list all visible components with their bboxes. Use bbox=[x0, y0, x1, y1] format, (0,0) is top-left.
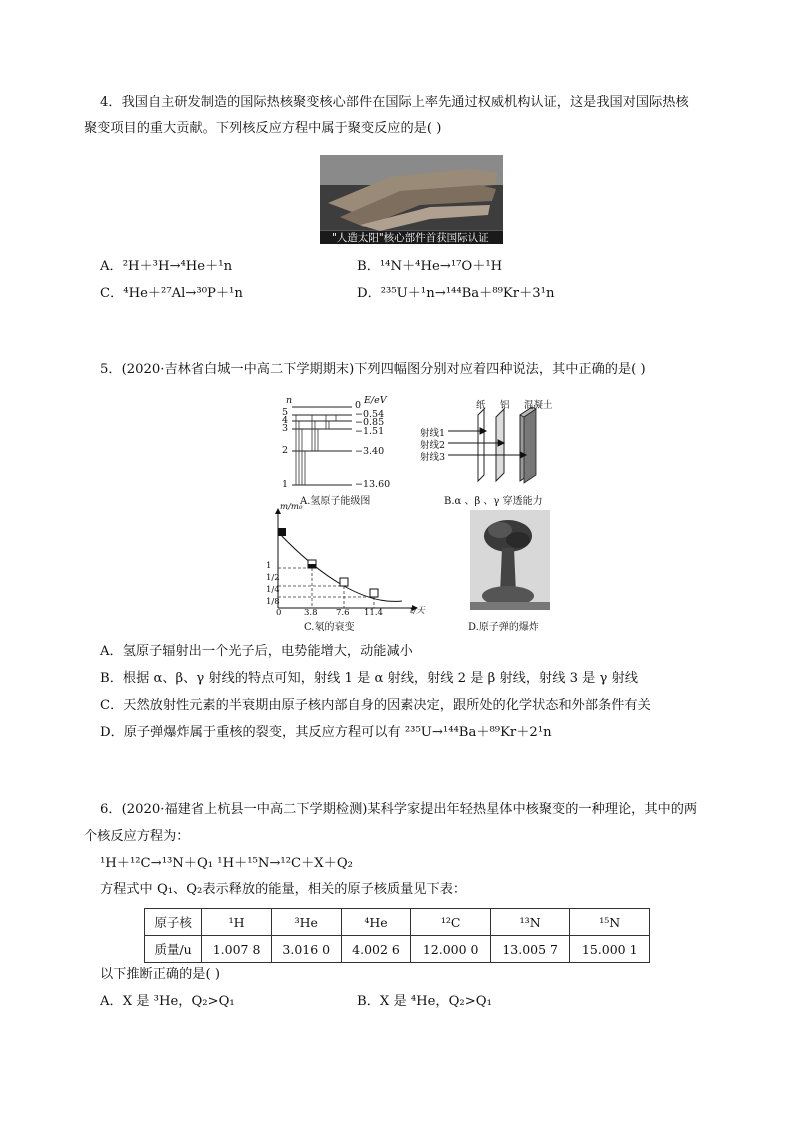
fig-c-xtick-3: 11.4 bbox=[364, 608, 383, 618]
fig-b-paper: 纸 bbox=[476, 400, 486, 411]
table-cell: 1.007 8 bbox=[202, 936, 272, 963]
table-header-row bbox=[145, 909, 650, 936]
fig-c-xtick-2: 7.6 bbox=[336, 608, 350, 618]
q5-figure-d-atomic-bomb bbox=[470, 510, 550, 632]
q5-option-d: D．原子弹爆炸属于重核的裂变，其反应方程可以有 ²³⁵U→¹⁴⁴Ba＋⁸⁹Kr＋2¹n bbox=[100, 725, 552, 740]
fig-c-caption: C.氡的衰变 bbox=[304, 622, 355, 633]
q6-stem-line1: 6．(2020·福建省上杭县一中高二下学期检测)某科学家提出年轻热星体中核聚变的一种理论，其中的两 bbox=[100, 802, 698, 817]
table-cell: 15.000 1 bbox=[570, 936, 650, 963]
table-row bbox=[145, 936, 650, 963]
q4-photo bbox=[320, 155, 503, 244]
fig-a-e4: −0.85 bbox=[355, 417, 385, 428]
table-cell: ¹²C bbox=[411, 909, 491, 936]
q4-stem-line1: 4．我国自主研发制造的国际热核聚变核心部件在国际上率先通过权威机构认证，这是我国对国际热核 bbox=[100, 95, 689, 110]
fig-a-caption: A.氢原子能级图 bbox=[300, 496, 371, 507]
q5-option-c: C．天然放射性元素的半衰期由原子核内部自身的因素决定，跟所处的化学状态和外部条件有关 bbox=[100, 698, 651, 713]
fig-b-aluminum: 铝 bbox=[500, 400, 510, 411]
fig-a-e1: −13.60 bbox=[355, 479, 391, 490]
fig-c-y-label: m/m₀ bbox=[280, 502, 303, 512]
fig-a-n4: 4 bbox=[282, 415, 289, 426]
fig-a-e5: −0.54 bbox=[355, 409, 385, 420]
table-cell: ¹³N bbox=[490, 909, 570, 936]
fig-a-n1: 1 bbox=[282, 479, 289, 490]
fig-c-ytick-eighth: 1/8 bbox=[266, 597, 280, 607]
table-cell: ³He bbox=[271, 909, 341, 936]
fig-c-xtick-1: 3.8 bbox=[304, 608, 318, 618]
fig-b-ray3: 射线3 bbox=[420, 452, 446, 463]
q5-figure-b-penetration bbox=[420, 397, 560, 507]
q4-photo-caption: "人造太阳"核心部件首获国际认证 bbox=[332, 232, 489, 244]
fig-a-e-inf: 0 bbox=[355, 400, 362, 411]
fig-c-ytick-half: 1/2 bbox=[266, 573, 280, 583]
q6-prompt: 以下推断正确的是( ) bbox=[100, 967, 220, 982]
q4-option-b: B．¹⁴N＋⁴He→¹⁷O＋¹H bbox=[357, 259, 503, 274]
q4-option-a: A．²H＋³H→⁴He＋¹n bbox=[100, 259, 233, 274]
fig-a-n5: 5 bbox=[282, 407, 289, 418]
table-cell: ⁴He bbox=[341, 909, 411, 936]
fig-b-ray1: 射线1 bbox=[420, 428, 446, 439]
q6-option-b: B．X 是 ⁴He，Q₂>Q₁ bbox=[357, 994, 492, 1009]
q5-figure-c-radon-decay bbox=[262, 502, 432, 633]
fig-a-n-label: n bbox=[286, 395, 293, 406]
q5-stem: 5．(2020·吉林省白城一中高二下学期期末)下列四幅图分别对应着四种说法，其中正确的是( ) bbox=[100, 362, 646, 377]
q4-option-d: D．²³⁵U＋¹n→¹⁴⁴Ba＋⁸⁹Kr＋3¹n bbox=[357, 286, 555, 301]
fig-a-e2: −3.40 bbox=[355, 446, 385, 457]
table-cell: 3.016 0 bbox=[271, 936, 341, 963]
q5-option-a: A．氢原子辐射出一个光子后，电势能增大，动能减小 bbox=[100, 644, 413, 659]
q4-option-c: C．⁴He＋²⁷Al→³⁰P＋¹n bbox=[100, 286, 243, 301]
fig-a-n2: 2 bbox=[282, 445, 289, 456]
fig-b-ray2: 射线2 bbox=[420, 440, 446, 451]
table-cell: 4.002 6 bbox=[341, 936, 411, 963]
q5-option-b: B．根据 α、β、γ 射线的特点可知，射线 1 是 α 射线，射线 2 是 β 射线，射线 3 是 γ 射线 bbox=[100, 671, 638, 686]
fig-d-caption: D.原子弹的爆炸 bbox=[468, 622, 539, 633]
fig-a-e3: −1.51 bbox=[355, 426, 385, 437]
fig-c-xtick-0: 0 bbox=[276, 608, 282, 618]
fig-c-ytick-quarter: 1/4 bbox=[266, 585, 280, 595]
table-cell: 12.000 0 bbox=[411, 936, 491, 963]
q6-equations: ¹H＋¹²C→¹³N＋Q₁ ¹H＋¹⁵N→¹²C＋X＋Q₂ bbox=[100, 856, 353, 871]
fig-b-caption: B.α 、β 、γ 穿透能力 bbox=[444, 496, 543, 507]
fig-a-n3: 3 bbox=[282, 423, 289, 434]
q5-figure-a-energy-levels bbox=[280, 395, 410, 505]
q4-stem-line2: 聚变项目的重大贡献。下列核反应方程中属于聚变反应的是( ) bbox=[84, 121, 442, 136]
q6-mass-table bbox=[144, 908, 650, 963]
q6-option-a: A．X 是 ³He，Q₂>Q₁ bbox=[100, 994, 235, 1009]
fig-b-concrete: 混凝土 bbox=[524, 400, 553, 411]
table-cell: 13.005 7 bbox=[490, 936, 570, 963]
table-cell: 质量/u bbox=[145, 936, 202, 963]
q6-stem-line2: 个核反应方程为： bbox=[84, 829, 190, 844]
fig-c-ytick-1: 1 bbox=[266, 561, 272, 571]
q6-description: 方程式中 Q₁、Q₂表示释放的能量，相关的原子核质量见下表： bbox=[100, 882, 467, 897]
table-cell: 原子核 bbox=[145, 909, 202, 936]
fig-c-x-label: t/天 bbox=[410, 606, 425, 616]
table-cell: ¹H bbox=[202, 909, 272, 936]
table-cell: ¹⁵N bbox=[570, 909, 650, 936]
fig-a-e-label: E/eV bbox=[364, 395, 387, 406]
